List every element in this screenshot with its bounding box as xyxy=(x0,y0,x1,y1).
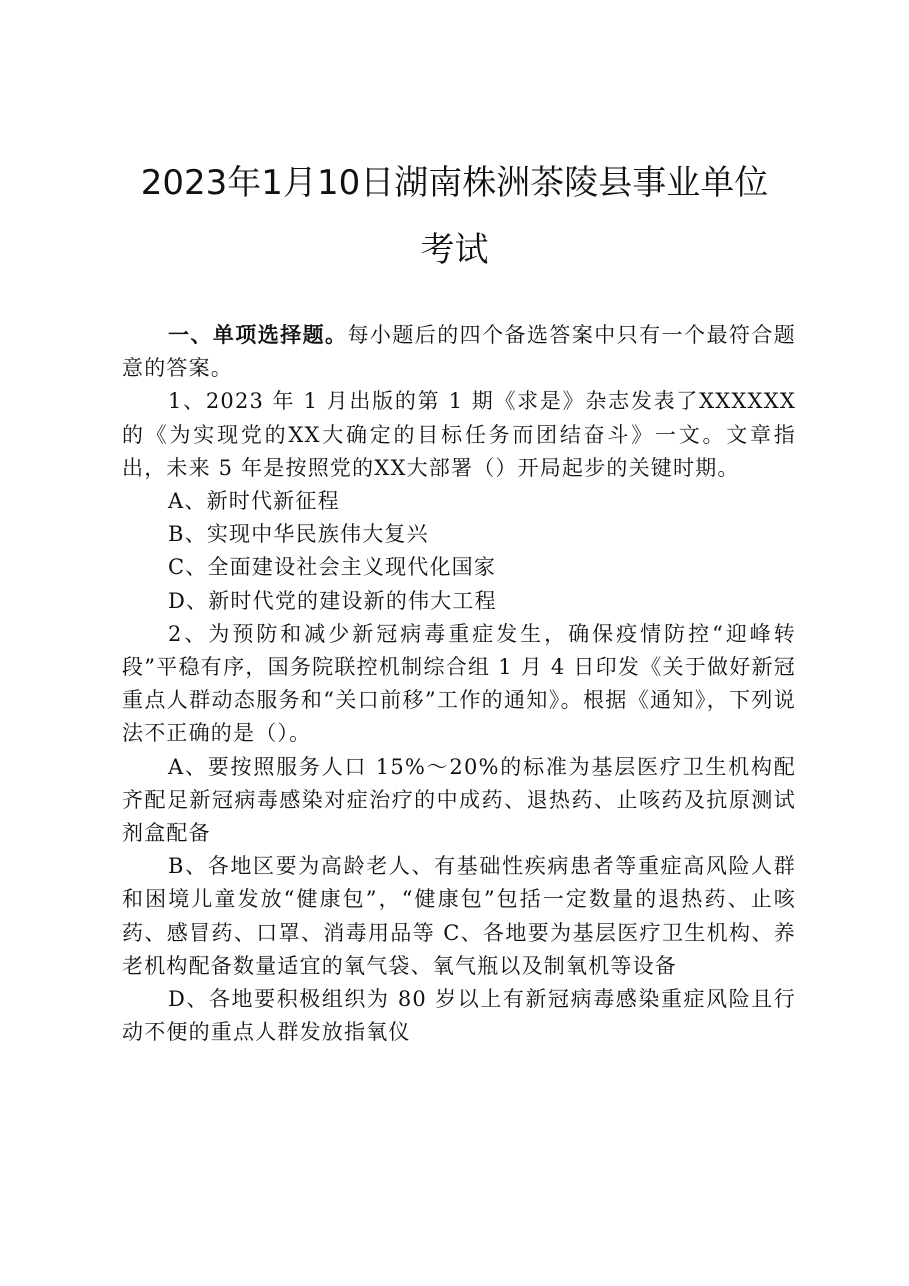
question-1-stem: 1、2023 年 1 月出版的第 1 期《求是》杂志发表了XXXXXX的《为实现党的XX大确定的目标任务而团结奋斗》一文。文章指出，未来 5 年是按照党的XX大部署（）开局起步的关键时期。 xyxy=(122,389,796,480)
document-body xyxy=(122,318,796,1049)
question-1-option-c: C、全面建设社会主义现代化国家 xyxy=(168,555,497,580)
question-2-stem: 2、为预防和减少新冠病毒重症发生，确保疫情防控“迎峰转段”平稳有序，国务院联控机制综合组 1 月 4 日印发《关于做好新冠重点人群动态服务和“关口前移”工作的通知》。根据《通知》，下列说法不正确的是（）。 xyxy=(122,621,796,746)
question-1-option-a: A、新时代新征程 xyxy=(168,489,340,514)
section-instruction: 每小题后的四个备选答案中只有一个最符合题意的答案。 xyxy=(122,323,796,381)
question-2-option-d: D、各地要积极组织为 80 岁以上有新冠病毒感染重症风险且行动不便的重点人群发放指氧仪 xyxy=(122,987,796,1045)
document-title-line-2: 考试 xyxy=(420,230,489,270)
document-title-line-1: 2023年1月10日湖南株洲茶陵县事业单位 xyxy=(140,163,769,203)
question-2-option-b: B、各地区要为高龄老人、有基础性疾病患者等重症高风险人群和困境儿童发放“健康包”，“健康包”包括一定数量的退热药、止咳药、感冒药、口罩、消毒用品等 C、各地要为基层医疗卫生机构、养老机构配备数量适宜的氧气袋、氧气瓶以及制氧机等设备 xyxy=(122,854,796,978)
section-heading: 一、单项选择题。 xyxy=(168,322,348,347)
section-intro xyxy=(122,318,796,385)
question-1-option-b: B、实现中华民族伟大复兴 xyxy=(168,522,429,547)
question-2-option-a: A、要按照服务人口 15%～20%的标准为基层医疗卫生机构配齐配足新冠病毒感染对症治疗的中成药、退热药、止咳药及抗原测试剂盒配备 xyxy=(122,754,796,846)
question-1-option-d: D、新时代党的建设新的伟大工程 xyxy=(168,588,497,613)
